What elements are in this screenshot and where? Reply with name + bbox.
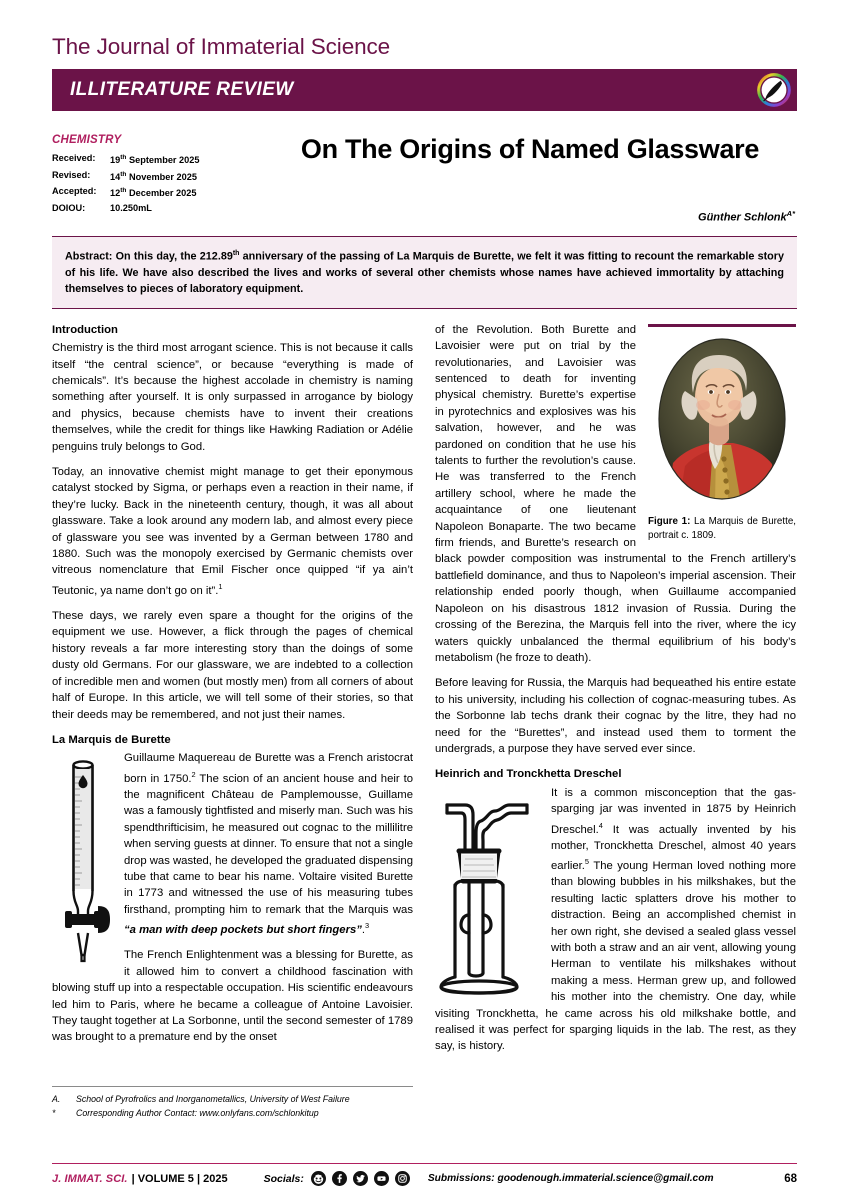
paragraph-8-a: It is a common misconception that the gas-sparging jar was invented in 1875 by Heinrich Dreschel.: [551, 786, 796, 836]
facebook-icon[interactable]: [332, 1171, 347, 1186]
meta-revised-value: 14th November 2025: [110, 170, 197, 182]
right-column: [435, 322, 796, 1122]
footer-volume: | VOLUME 5 | 2025: [131, 1172, 228, 1185]
youtube-icon[interactable]: [374, 1171, 389, 1186]
subject-category: CHEMISTRY: [52, 134, 122, 146]
left-column: [52, 322, 413, 1122]
footnote-ref-1: 1: [218, 581, 223, 591]
portrait-la-marquis-de-burette: [655, 335, 789, 508]
paragraph-1: Chemistry is the third most arrogant science. This is not because it calls itself “the central science”, or because “everything is made of chemicals”. It’s because the highest accolade in chemistry is naming something after yourself. It is only surpassed in arrogance by biology and physics, because chemists have to invent their creations themselves, while the credit for things like Hawking Radiation or Adélie penguins truly belongs to God.: [52, 342, 413, 453]
heading-la-marquis-de-burette: La Marquis de Burette: [52, 733, 171, 746]
paragraph-8-b: It was actually invented by his mother, Tronckhetta Dreschel, almost 40 years earlier.: [551, 823, 796, 872]
paragraph-8-c: The young Herman loved nothing more than blowing bubbles in his milkshakes, but the resulting lactic splatters drove his mother to distraction. Being an accomplished chemist in her own right, she devised a sealed glass vessel with both a straw and an air vent, allowing young Herman to ventilate his milkshakes without making a mess. Herman grew up, and followed his mother into the chemistry. One day, while visiting Tronckhetta, he came across his old milkshake bottle, and realised it was perfect for sparging liquids in the lab. The rest, as they say, is history.: [435, 859, 796, 1053]
figure-caption: [648, 515, 796, 544]
heading-heinrich-and-tronckhetta-dreschel: Heinrich and Tronckhetta Dreschel: [435, 768, 622, 781]
page-footer: [52, 1163, 797, 1186]
meta-revised: [52, 168, 257, 185]
quill-logo-icon: [757, 73, 791, 107]
author-byline: [263, 209, 797, 224]
footnotes: [52, 1086, 413, 1120]
journal-title: The Journal of Immaterial Science: [52, 34, 391, 59]
author-name: Günther Schlonk: [698, 211, 787, 224]
footer-socials-label: Socials:: [263, 1172, 304, 1185]
page-number: 68: [784, 1172, 797, 1185]
meta-accepted-value: 12th December 2025: [110, 187, 197, 199]
paragraph-4-a: Guillaume Maquereau de Burette was a French aristocrat born in 1750.: [124, 752, 413, 785]
body-columns: [52, 322, 797, 1122]
burette-illustration: [52, 753, 114, 968]
footnote-ref-3: 3: [365, 921, 370, 931]
author-affiliation-marker: A*: [786, 209, 795, 219]
figure-caption-text: La Marquis de Burette, portrait c. 1809.: [648, 515, 796, 542]
page-title: On The Origins of Named Glassware: [300, 134, 760, 164]
paragraph-6: of the Revolution. Both Burette and Lavoisier were put on trial by the revolutionaries, and Lavoisier was sentenced to death for inventing physical chemistry. Burette’s expertise in pyrotechnics and explosives was his salvation, however, and he was pardoned on condition that he use his talents to further the revolution’s cause. He was transferred to the French artillery school, where he made the acquaintance of one lieutenant Napoleon Bonaparte. The two became firm friends, and Burette’s research on black powder composition was instrumental to the French artillery’s battlefield dominance, and thus to Napoleon’s imperial ascension. Their relationship ended poorly though, when Guillaume accompanied Napoleon on his disastrous 1812 invasion of Russia. During the crossing of the Berezina, the Marquis fell into the river, where the icy waters quickly unbalanced the thermal equilibrium of his body’s metabolism (he froze to death).: [435, 323, 796, 664]
paragraph-2: [52, 464, 413, 599]
footnote-marker-a: A.: [52, 1094, 61, 1104]
abstract-pre: On this day, the 212.89: [112, 250, 233, 263]
banner-label: ILLITERATURE REVIEW: [70, 79, 294, 100]
figure-label: Figure 1:: [648, 515, 691, 527]
title-row: [52, 132, 797, 224]
paragraph-3: These days, we rarely even spare a thought for the origins of the equipment we use. However, a flick through the pages of chemical history reveals a far more interesting story than the doings of some dusty old Germans. For our glassware, we are indebted to a collection of incredible men and women (but mostly men) from all corners of about half of Europe. In this article, we will tell some of their stories, so that their deeds may be remembered, and not just their names.: [52, 610, 413, 721]
heading-introduction: Introduction: [52, 323, 118, 336]
meta-accepted-label: Accepted:: [52, 186, 97, 197]
footnote-text-a: School of Pyrofrolics and Inorganometallics, University of West Failure: [76, 1094, 350, 1104]
social-icons: [311, 1171, 410, 1186]
meta-received-label: Received:: [52, 153, 96, 163]
figure-1: [648, 324, 796, 544]
meta-received: [52, 151, 257, 168]
footnote-ref-4: 4: [598, 820, 603, 830]
paragraph-5: The French Enlightenment was a blessing for Burette, as it allowed him to convert a childhood fascination with blowing stuff up into a respectable occupation. His scientific endeavours led him to Paris, where he became a colleague of Antoine Lavoisier. They taught together at La Sorbonne, until the second semester of 1789 was brought to a premature end by the onset: [52, 949, 413, 1044]
meta-received-value: 19th September 2025: [110, 154, 200, 166]
twitter-icon[interactable]: [353, 1171, 368, 1186]
footnote-text-star[interactable]: Corresponding Author Contact: www.onlyfans.com/schlonkitup: [76, 1108, 319, 1118]
meta-accepted: [52, 184, 257, 201]
section-banner: [52, 69, 797, 111]
abstract-box: [52, 236, 797, 309]
dreschel-bottle-illustration: [431, 789, 543, 1004]
meta-doi-value: 10.250mL: [110, 202, 152, 213]
reddit-icon[interactable]: [311, 1171, 326, 1186]
footnote-marker-star: *: [52, 1108, 56, 1118]
instagram-icon[interactable]: [395, 1171, 410, 1186]
title-block: [257, 132, 797, 224]
abstract-body: anniversary of the passing of La Marquis de Burette, we felt it was fitting to recount the remarkable story of his life. We have also described the lives and works of several other chemists whose names have achieved immortality by attaching themselves to pieces of laboratory equipment.: [65, 250, 784, 296]
meta-doi: [52, 201, 257, 216]
footer-submissions[interactable]: Submissions: goodenough.immaterial.science@gmail.com: [427, 1173, 714, 1184]
paragraph-4-b: The scion of an ancient house and heir to the magnificent Château de Pamplemousse, Guillame was a famously tightfisted and miserly man. Such was his spendthrifticisim, he measured out cognac to the millilitre when serving guests at dinner. To ensure that not a single drop was wasted, he developed the graduated dispensing tube that came to bear his name. Voltaire visited Burette in 1773 and witnessed the use of his measuring tubes firsthand, prompting him to remark that the Marquis was: [124, 772, 414, 916]
article-metadata: [52, 132, 257, 224]
paragraph-4-c: .: [361, 923, 366, 936]
paragraph-2-text: Today, an innovative chemist might manage to get their eponymous catalyst stocked by Sigma, or perhaps even a reaction in their name, if they’re lucky. Back in the nineteenth century, though, it was all about glassware. Take a look around any modern lab, and almost every piece of glassware you see was invented by a German between 1780 and 1880. Such was the monopoly exercised by Germanic chemists over vitreous nomenclature that Emil Fischer once quipped “if ya ain’t Teutonic, ya name don’t go on it”.: [52, 466, 413, 597]
voltaire-quote: “a man with deep pockets but short fingers”: [124, 923, 362, 936]
footnote-contact: [52, 1106, 413, 1120]
abstract-ordinal-sup: th: [232, 249, 240, 257]
meta-doi-label: DOIOU:: [52, 202, 86, 213]
paragraph-7: Before leaving for Russia, the Marquis had bequeathed his entire estate to his university, including his collection of cognac-measuring tubes. As the Sorbonne lab techs drank their cognac by the litre, they had no need for the “Burettes”, and instead used them to torment the undergrads, a purpose they have served ever since.: [435, 677, 796, 755]
abstract-label: Abstract:: [65, 250, 113, 263]
meta-revised-label: Revised:: [52, 169, 91, 180]
footnote-ref-5: 5: [584, 857, 590, 867]
figure-top-rule: [648, 324, 796, 327]
footnote-ref-2: 2: [191, 769, 196, 779]
footer-journal-abbrev: J. IMMAT. SCI.: [52, 1172, 128, 1185]
footnote-affiliation: [52, 1092, 413, 1106]
